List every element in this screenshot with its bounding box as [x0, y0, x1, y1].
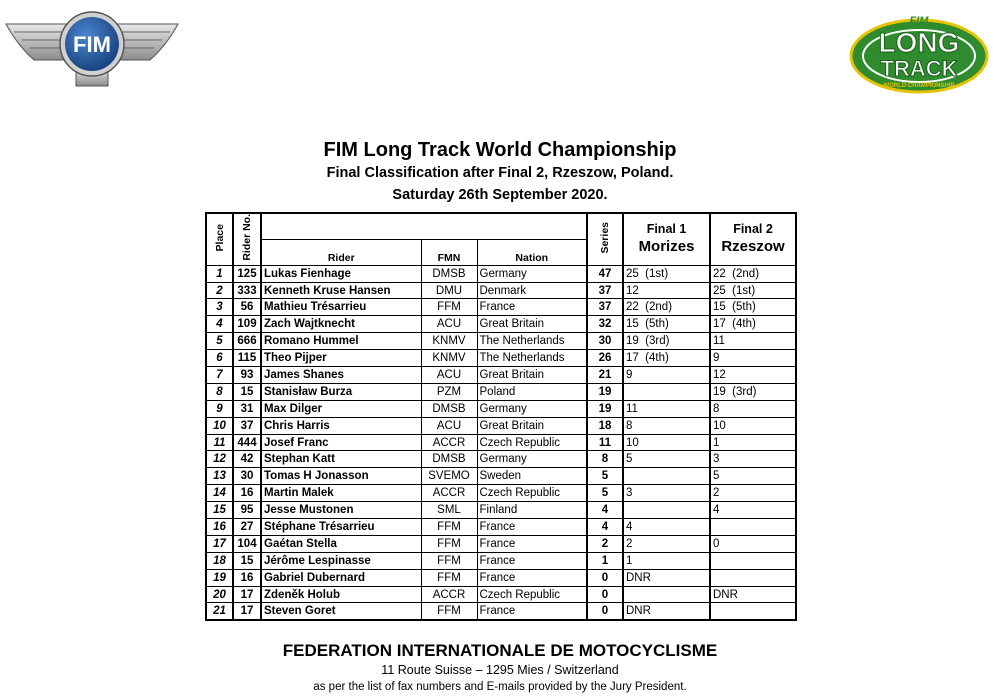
- cell-nation: The Netherlands: [477, 333, 587, 350]
- cell-series: 32: [587, 316, 623, 333]
- cell-series: 19: [587, 383, 623, 400]
- cell-series: 21: [587, 367, 623, 384]
- cell-place: 4: [206, 316, 233, 333]
- cell-no: 17: [233, 586, 261, 603]
- cell-nation: Germany: [477, 400, 587, 417]
- cell-fmn: DMSB: [421, 400, 477, 417]
- header-fmn: FMN: [421, 239, 477, 265]
- cell-f1: 5: [623, 451, 710, 468]
- cell-nation: Germany: [477, 451, 587, 468]
- table-row: [206, 299, 796, 316]
- cell-rider: Romano Hummel: [261, 333, 421, 350]
- cell-nation: Sweden: [477, 468, 587, 485]
- table-row: [206, 451, 796, 468]
- header-rider-no: Rider No.: [233, 213, 261, 265]
- cell-no: 666: [233, 333, 261, 350]
- cell-no: 56: [233, 299, 261, 316]
- cell-fmn: ACU: [421, 316, 477, 333]
- cell-series: 26: [587, 350, 623, 367]
- cell-place: 9: [206, 400, 233, 417]
- cell-fmn: KNMV: [421, 333, 477, 350]
- cell-f1: DNR: [623, 603, 710, 620]
- cell-no: 93: [233, 367, 261, 384]
- cell-series: 4: [587, 502, 623, 519]
- cell-rider: James Shanes: [261, 367, 421, 384]
- cell-rider: Josef Franc: [261, 434, 421, 451]
- lt-logo-wc: WORLD CHAMPIONSHIP: [883, 83, 955, 89]
- table-row: [206, 350, 796, 367]
- cell-fmn: ACCR: [421, 485, 477, 502]
- cell-nation: Great Britain: [477, 367, 587, 384]
- cell-no: 15: [233, 383, 261, 400]
- long-track-logo: [848, 8, 990, 94]
- cell-place: 5: [206, 333, 233, 350]
- cell-f1: [623, 383, 710, 400]
- cell-rider: Stephan Katt: [261, 451, 421, 468]
- cell-rider: Jérôme Lespinasse: [261, 552, 421, 569]
- header-rider: Rider: [261, 239, 421, 265]
- cell-fmn: FFM: [421, 519, 477, 536]
- cell-rider: Gabriel Dubernard: [261, 569, 421, 586]
- cell-f2: 25 (1st): [710, 282, 796, 299]
- cell-nation: Czech Republic: [477, 485, 587, 502]
- cell-rider: Kenneth Kruse Hansen: [261, 282, 421, 299]
- cell-fmn: PZM: [421, 383, 477, 400]
- table-row: [206, 400, 796, 417]
- cell-place: 21: [206, 603, 233, 620]
- cell-rider: Chris Harris: [261, 417, 421, 434]
- cell-no: 95: [233, 502, 261, 519]
- cell-fmn: FFM: [421, 569, 477, 586]
- cell-f2: 3: [710, 451, 796, 468]
- cell-nation: Great Britain: [477, 316, 587, 333]
- cell-rider: Stéphane Trésarrieu: [261, 519, 421, 536]
- table-row: [206, 282, 796, 299]
- cell-f1: [623, 502, 710, 519]
- cell-f1: 1: [623, 552, 710, 569]
- fim-logo: [4, 6, 180, 88]
- cell-fmn: SML: [421, 502, 477, 519]
- table-row: [206, 485, 796, 502]
- fim-logo-text: FIM: [73, 32, 111, 57]
- cell-f1: 22 (2nd): [623, 299, 710, 316]
- table-row: [206, 502, 796, 519]
- cell-no: 30: [233, 468, 261, 485]
- cell-f2: 19 (3rd): [710, 383, 796, 400]
- table-row: [206, 603, 796, 620]
- cell-rider: Tomas H Jonasson: [261, 468, 421, 485]
- cell-series: 30: [587, 333, 623, 350]
- cell-f2: [710, 519, 796, 536]
- cell-fmn: ACCR: [421, 434, 477, 451]
- cell-f2: [710, 552, 796, 569]
- cell-rider: Jesse Mustonen: [261, 502, 421, 519]
- cell-no: 37: [233, 417, 261, 434]
- cell-f1: 12: [623, 282, 710, 299]
- cell-rider: Max Dilger: [261, 400, 421, 417]
- page-title: FIM Long Track World Championship: [323, 139, 677, 161]
- cell-series: 8: [587, 451, 623, 468]
- cell-nation: France: [477, 519, 587, 536]
- cell-fmn: FFM: [421, 603, 477, 620]
- table-row: [206, 586, 796, 603]
- cell-f2: 4: [710, 502, 796, 519]
- cell-place: 20: [206, 586, 233, 603]
- header-final-2: Final 2 Rzeszow: [710, 213, 796, 265]
- table-row: [206, 434, 796, 451]
- cell-nation: Great Britain: [477, 417, 587, 434]
- cell-nation: The Netherlands: [477, 350, 587, 367]
- cell-no: 104: [233, 535, 261, 552]
- cell-series: 0: [587, 569, 623, 586]
- cell-place: 13: [206, 468, 233, 485]
- cell-fmn: DMSB: [421, 265, 477, 282]
- cell-f2: 22 (2nd): [710, 265, 796, 282]
- cell-f2: 0: [710, 535, 796, 552]
- cell-series: 0: [587, 603, 623, 620]
- cell-place: 7: [206, 367, 233, 384]
- cell-nation: Czech Republic: [477, 434, 587, 451]
- header-nation: Nation: [477, 239, 587, 265]
- cell-place: 1: [206, 265, 233, 282]
- cell-series: 5: [587, 485, 623, 502]
- cell-no: 109: [233, 316, 261, 333]
- footer-address: 11 Route Suisse – 1295 Mies / Switzerland: [381, 663, 619, 677]
- cell-nation: Finland: [477, 502, 587, 519]
- cell-fmn: FFM: [421, 299, 477, 316]
- cell-no: 17: [233, 603, 261, 620]
- cell-place: 12: [206, 451, 233, 468]
- table-row: [206, 265, 796, 282]
- cell-f1: 2: [623, 535, 710, 552]
- cell-f2: 17 (4th): [710, 316, 796, 333]
- cell-place: 10: [206, 417, 233, 434]
- cell-place: 17: [206, 535, 233, 552]
- lt-logo-long: LONG: [878, 27, 960, 58]
- cell-no: 444: [233, 434, 261, 451]
- cell-series: 5: [587, 468, 623, 485]
- cell-f1: 19 (3rd): [623, 333, 710, 350]
- cell-f2: 12: [710, 367, 796, 384]
- cell-no: 125: [233, 265, 261, 282]
- table-row: [206, 569, 796, 586]
- cell-nation: France: [477, 552, 587, 569]
- cell-series: 1: [587, 552, 623, 569]
- cell-f1: 15 (5th): [623, 316, 710, 333]
- table-row: [206, 367, 796, 384]
- cell-f2: 8: [710, 400, 796, 417]
- cell-f1: 25 (1st): [623, 265, 710, 282]
- cell-f2: [710, 569, 796, 586]
- cell-place: 2: [206, 282, 233, 299]
- cell-no: 31: [233, 400, 261, 417]
- cell-no: 16: [233, 569, 261, 586]
- cell-f2: DNR: [710, 586, 796, 603]
- cell-nation: Czech Republic: [477, 586, 587, 603]
- cell-f2: 1: [710, 434, 796, 451]
- cell-series: 4: [587, 519, 623, 536]
- table-row: [206, 552, 796, 569]
- cell-no: 27: [233, 519, 261, 536]
- cell-no: 15: [233, 552, 261, 569]
- table-row: [206, 333, 796, 350]
- cell-place: 18: [206, 552, 233, 569]
- cell-nation: Denmark: [477, 282, 587, 299]
- cell-f1: [623, 586, 710, 603]
- cell-f2: 10: [710, 417, 796, 434]
- classification-table: [205, 212, 797, 621]
- cell-fmn: ACU: [421, 417, 477, 434]
- cell-f2: 15 (5th): [710, 299, 796, 316]
- cell-place: 15: [206, 502, 233, 519]
- cell-series: 11: [587, 434, 623, 451]
- cell-f1: 11: [623, 400, 710, 417]
- cell-rider: Zdeněk Holub: [261, 586, 421, 603]
- cell-fmn: FFM: [421, 552, 477, 569]
- cell-nation: Poland: [477, 383, 587, 400]
- cell-place: 3: [206, 299, 233, 316]
- cell-fmn: KNMV: [421, 350, 477, 367]
- cell-f1: [623, 468, 710, 485]
- cell-nation: Germany: [477, 265, 587, 282]
- cell-f1: DNR: [623, 569, 710, 586]
- cell-f2: 11: [710, 333, 796, 350]
- cell-fmn: FFM: [421, 535, 477, 552]
- table-row: [206, 383, 796, 400]
- table-row: [206, 417, 796, 434]
- cell-nation: France: [477, 535, 587, 552]
- cell-fmn: DMSB: [421, 451, 477, 468]
- cell-f2: [710, 603, 796, 620]
- cell-f1: 9: [623, 367, 710, 384]
- cell-series: 19: [587, 400, 623, 417]
- table-row: [206, 468, 796, 485]
- cell-place: 6: [206, 350, 233, 367]
- cell-no: 115: [233, 350, 261, 367]
- document-footer: [0, 640, 1000, 695]
- cell-fmn: SVEMO: [421, 468, 477, 485]
- cell-no: 16: [233, 485, 261, 502]
- cell-f2: 2: [710, 485, 796, 502]
- cell-no: 333: [233, 282, 261, 299]
- cell-f2: 5: [710, 468, 796, 485]
- cell-rider: Martin Malek: [261, 485, 421, 502]
- cell-rider: Lukas Fienhage: [261, 265, 421, 282]
- cell-f1: 3: [623, 485, 710, 502]
- cell-series: 37: [587, 282, 623, 299]
- cell-f1: 10: [623, 434, 710, 451]
- cell-rider: Zach Wajtknecht: [261, 316, 421, 333]
- cell-f1: 8: [623, 417, 710, 434]
- page-subtitle: Final Classification after Final 2, Rzeszow, Poland.: [326, 165, 674, 181]
- cell-series: 0: [587, 586, 623, 603]
- footer-organisation: FEDERATION INTERNATIONALE DE MOTOCYCLISME: [282, 641, 718, 660]
- cell-rider: Stanisław Burza: [261, 383, 421, 400]
- cell-series: 2: [587, 535, 623, 552]
- cell-place: 11: [206, 434, 233, 451]
- document-header: [0, 138, 1000, 206]
- cell-nation: France: [477, 569, 587, 586]
- cell-f2: 9: [710, 350, 796, 367]
- cell-place: 8: [206, 383, 233, 400]
- header-series: Series: [587, 213, 623, 265]
- table-row: [206, 535, 796, 552]
- cell-place: 16: [206, 519, 233, 536]
- cell-f1: 4: [623, 519, 710, 536]
- lt-logo-track: TRACK: [880, 56, 958, 81]
- table-row: [206, 519, 796, 536]
- table-row: [206, 316, 796, 333]
- cell-nation: France: [477, 299, 587, 316]
- cell-series: 18: [587, 417, 623, 434]
- header-blank: [261, 213, 587, 239]
- header-final-1: Final 1 Morizes: [623, 213, 710, 265]
- event-date: Saturday 26th September 2020.: [392, 187, 608, 203]
- cell-fmn: DMU: [421, 282, 477, 299]
- cell-no: 42: [233, 451, 261, 468]
- cell-rider: Mathieu Trésarrieu: [261, 299, 421, 316]
- cell-fmn: ACU: [421, 367, 477, 384]
- cell-rider: Gaétan Stella: [261, 535, 421, 552]
- cell-place: 14: [206, 485, 233, 502]
- cell-f1: 17 (4th): [623, 350, 710, 367]
- cell-rider: Steven Goret: [261, 603, 421, 620]
- cell-rider: Theo Pijper: [261, 350, 421, 367]
- cell-nation: France: [477, 603, 587, 620]
- lt-logo-fim: FIM: [909, 15, 929, 27]
- cell-series: 37: [587, 299, 623, 316]
- header-place: Place: [206, 213, 233, 265]
- footer-note: as per the list of fax numbers and E-mails provided by the Jury President.: [313, 681, 687, 693]
- cell-series: 47: [587, 265, 623, 282]
- cell-place: 19: [206, 569, 233, 586]
- cell-fmn: ACCR: [421, 586, 477, 603]
